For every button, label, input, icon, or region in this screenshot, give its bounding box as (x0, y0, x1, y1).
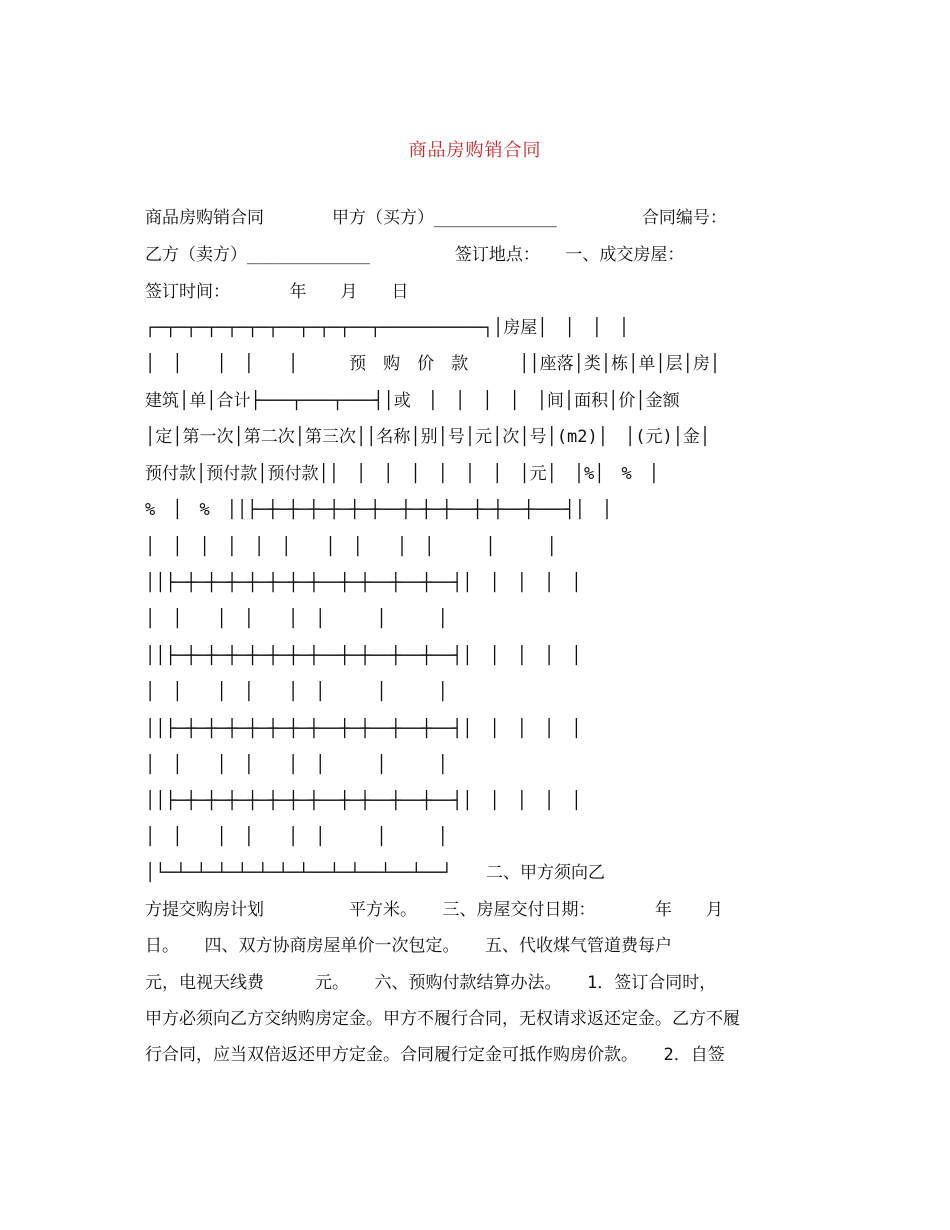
table-line: │ │ │ │ │ │ │ │ (145, 682, 448, 702)
doc-line: 日。 四、双方协商房屋单价一次包定。 五、代收煤气管道费每户 (145, 936, 672, 956)
table-line: 预付款│预付款│预付款││ │ │ │ │ │ │ │元│ │%│ % │ (145, 464, 659, 484)
table-line: │ │ │ │ │ │ │ │ (145, 827, 448, 847)
table-line: ││├─┼─┼─┼─┼─┼─┼─┼──┼─┼──┼──┼──┤│ │ │ │ │ (145, 791, 582, 811)
table-line: ││├─┼─┼─┼─┼─┼─┼─┼──┼─┼──┼──┼──┤│ │ │ │ │ (145, 719, 582, 739)
table-line: 建筑│单│合计├───┬───┬───┤│或 │ │ │ │ │间│面积│价│金额 (145, 391, 680, 411)
table-line: ││├─┼─┼─┼─┼─┼─┼─┼──┼─┼──┼──┼──┤│ │ │ │ │ (145, 573, 582, 593)
doc-line: 商品房购销合同 甲方（买方）____________ 合同编号： (145, 208, 727, 228)
doc-line: 元，电视天线费 元。 六、预购付款结算办法。 1．签订合同时， (145, 973, 717, 993)
doc-line: 签订时间： 年 月 日 (145, 282, 409, 302)
table-line: │ │ │ │ │ │ │ │ (145, 755, 448, 775)
table-line: │ │ │ │ │ │ │ │ (145, 609, 448, 629)
doc-line: 乙方（卖方）____________ 签订地点： 一、成交房屋： (145, 245, 685, 265)
table-line: ││├─┼─┼─┼─┼─┼─┼─┼──┼─┼──┼──┼──┤│ │ │ │ │ (145, 646, 582, 666)
table-line: │定│第一次│第二次│第三次││名称│别│号│元│次│号│(m2)│ │(元)│金│ (145, 427, 711, 447)
document-title: 商品房购销合同 (408, 140, 542, 161)
doc-line: 方提交购房计划 平方米。 三、房屋交付日期： 年 月 (145, 900, 723, 920)
doc-line: 行合同，应当双倍返还甲方定金。合同履行定金可抵作购房价款。 2．自签 (145, 1045, 725, 1065)
table-line: ┌─┬─┬─┬─┬─┬─┬──┬─┬─┬──┬──────────┐│房屋│ │ │ │ (145, 318, 630, 338)
table-line: │└─┴─┴─┴─┴─┴─┴─┴──┴─┴──┴──┴──┘ 二、甲方须向乙 (145, 863, 606, 883)
table-line: │ │ │ │ │ 预 购 价 款 ││座落│类│栋│单│层│房│ (145, 354, 721, 374)
doc-line: 甲方必须向乙方交纳购房定金。甲方不履行合同，无权请求返还定金。乙方不履 (145, 1009, 740, 1029)
table-line: │ │ │ │ │ │ │ │ │ │ │ │ (145, 537, 557, 557)
table-line: % │ % ││├─┼─┼─┼─┼─┼─┼──┼─┼─┼──┼─┼──┼───┤│ │ (145, 500, 613, 520)
